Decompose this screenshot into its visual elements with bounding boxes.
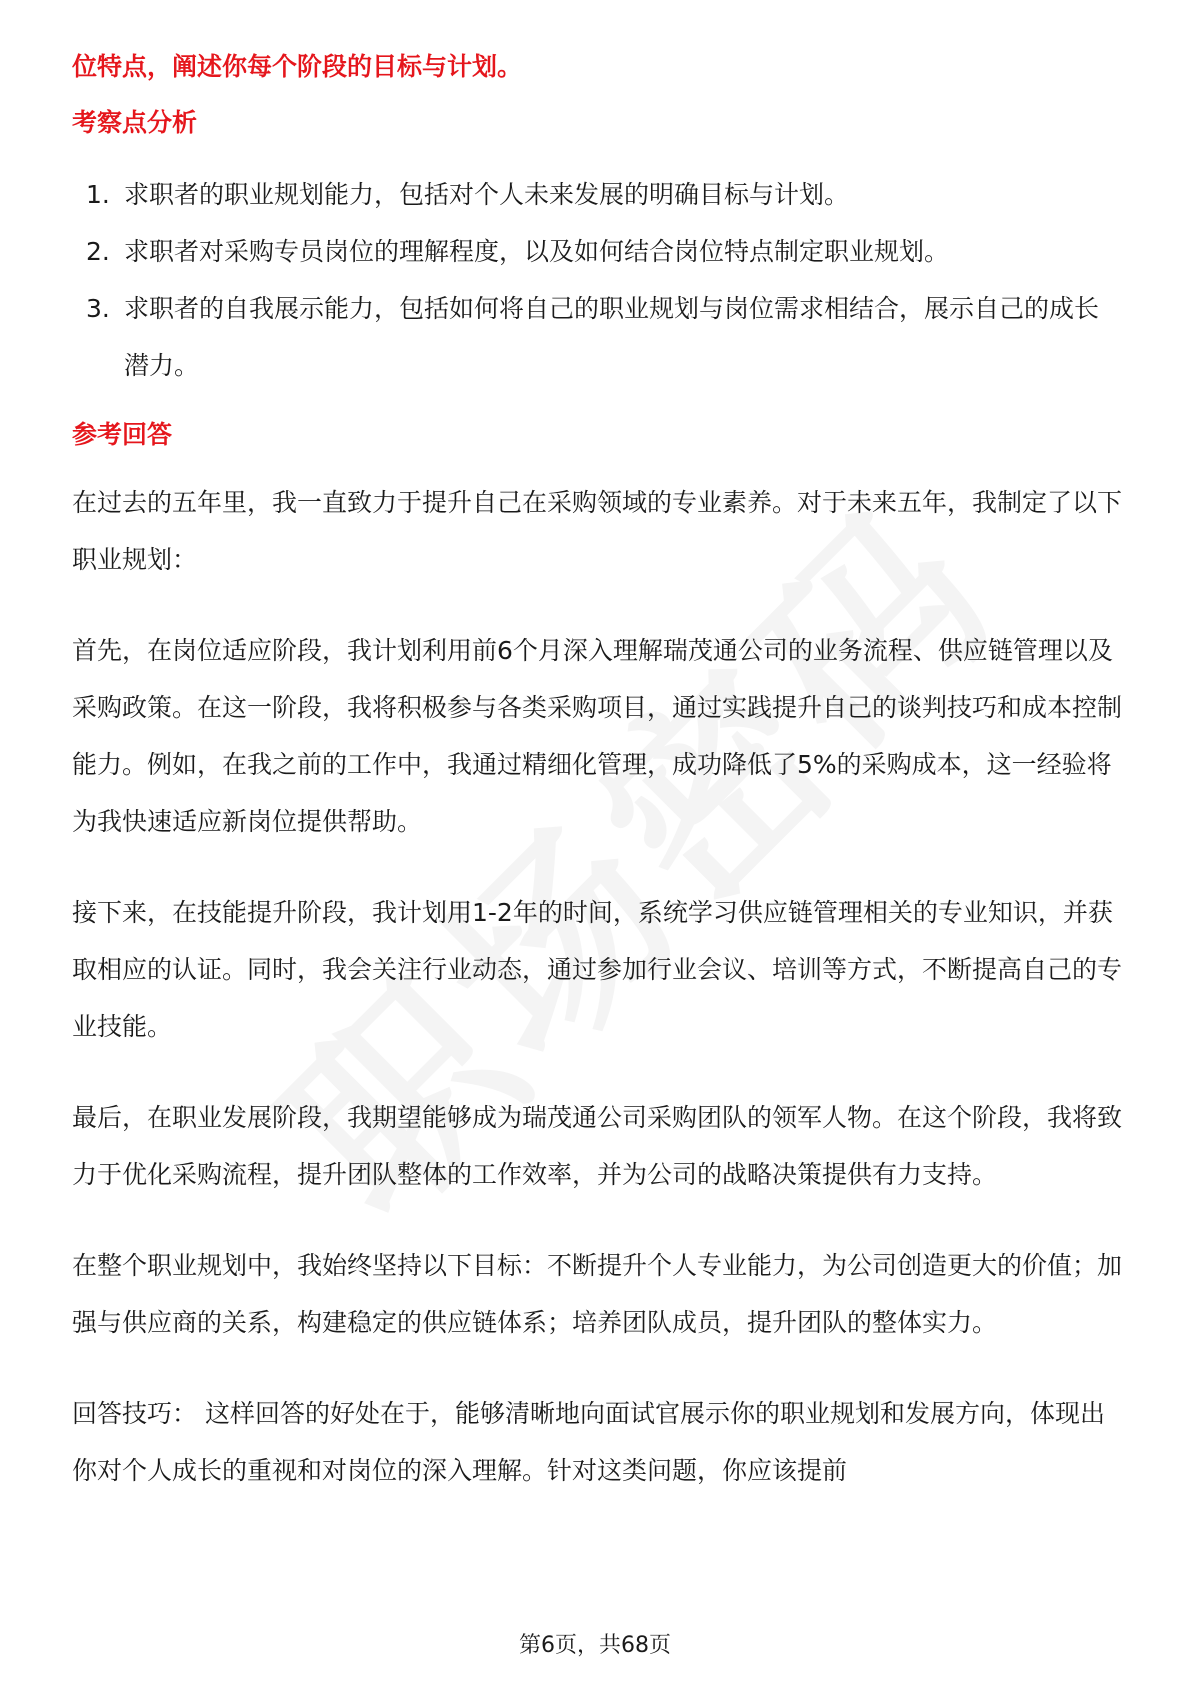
answer-paragraph: 最后，在职业发展阶段，我期望能够成为瑞茂通公司采购团队的领军人物。在这个阶段，我将致力于优化采购流程，提升团队整体的工作效率，并为公司的战略决策提供有力支持。 xyxy=(72,1103,1123,1189)
list-item xyxy=(72,223,1122,280)
list-item-text: 求职者的职业规划能力，包括对个人未来发展的明确目标与计划。 xyxy=(124,180,850,209)
list-item xyxy=(72,166,1122,223)
page-number: 第6页，共68页 xyxy=(519,1633,671,1658)
answer-paragraph: 在整个职业规划中，我始终坚持以下目标：不断提升个人专业能力，为公司创造更大的价值；加强与供应商的关系，构建稳定的供应链体系；培养团队成员，提升团队的整体实力。 xyxy=(72,1251,1123,1337)
list-item-number: 3. xyxy=(86,294,110,323)
list-item xyxy=(72,280,1122,394)
list-item-text: 求职者对采购专员岗位的理解程度，以及如何结合岗位特点制定职业规划。 xyxy=(124,237,950,266)
list-item-text: 求职者的自我展示能力，包括如何将自己的职业规划与岗位需求相结合，展示自己的成长潜力。 xyxy=(124,294,1100,380)
list-item-number: 1. xyxy=(86,180,110,209)
answer-paragraph: 首先，在岗位适应阶段，我计划利用前6个月深入理解瑞茂通公司的业务流程、供应链管理以及采购政策。在这一阶段，我将积极参与各类采购项目，通过实践提升自己的谈判技巧和成本控制能力。例如，在我之前的工作中，我通过精细化管理，成功降低了5%的采购成本，这一经验将为我快速适应新岗位提供帮助。 xyxy=(72,636,1123,836)
answer-paragraph: 接下来，在技能提升阶段，我计划用1-2年的时间，系统学习供应链管理相关的专业知识，并获取相应的认证。同时，我会关注行业动态，通过参加行业会议、培训等方式，不断提高自己的专业技能。 xyxy=(72,898,1123,1041)
answer-tips-paragraph: 回答技巧： 这样回答的好处在于，能够清晰地向面试官展示你的职业规划和发展方向，体现出你对个人成长的重视和对岗位的深入理解。针对这类问题，你应该提前 xyxy=(72,1399,1105,1485)
answer-paragraph: 在过去的五年里，我一直致力于提升自己在采购领域的专业素养。对于未来五年，我制定了以下职业规划： xyxy=(72,488,1123,574)
document-body xyxy=(72,46,1122,1533)
answer-heading: 参考回答 xyxy=(72,420,173,449)
list-item-number: 2. xyxy=(86,237,110,266)
analysis-list xyxy=(72,166,1122,394)
analysis-heading: 考察点分析 xyxy=(72,108,198,137)
question-continuation: 位特点，阐述你每个阶段的目标与计划。 xyxy=(72,52,523,81)
